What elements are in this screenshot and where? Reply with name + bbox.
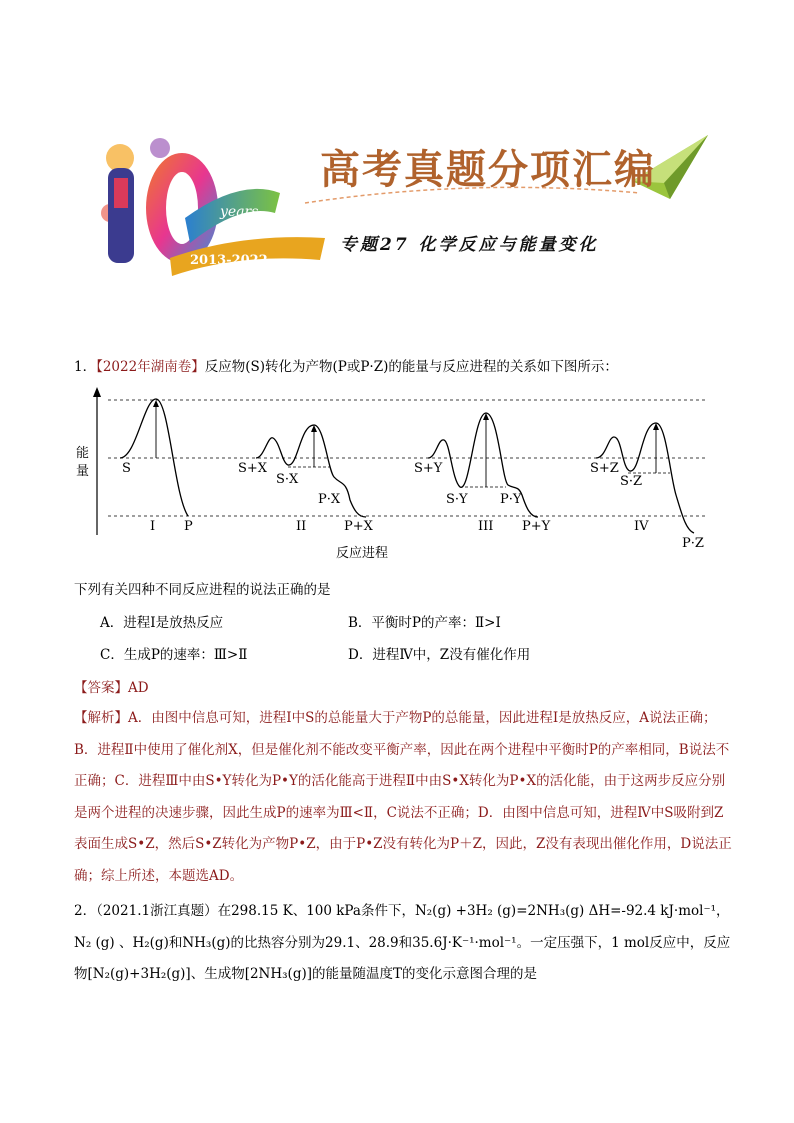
label-S-plus-X: S+X [238,461,268,476]
answer-value: AD [128,680,149,696]
curve-process-III [428,413,538,517]
question-number: 1． [74,359,97,375]
label-S-dot-X: S·X [276,472,299,487]
analysis-block [74,703,734,892]
label-S: S [122,461,131,476]
topic-title: 专题27 化学反应与能量变化 [340,235,599,255]
label-II: II [296,519,307,534]
question-1-stem [74,352,734,384]
logo-years-text: years [220,204,259,220]
energy-profile-diagram [66,385,726,570]
label-P-dot-Y: P·Y [500,492,522,507]
analysis-label: 【解析】 [74,710,128,726]
question-1-prompt: 下列有关四种不同反应进程的说法正确的是 [74,582,331,598]
question-source: 【2022年湖南卷】 [96,359,205,375]
answer-line [74,676,149,696]
curve-process-IV [596,423,694,533]
label-P-dot-X: P·X [318,492,341,507]
label-P1: P [184,519,193,534]
y-axis-arrow [93,387,101,397]
question-2 [74,896,734,991]
label-P-plus-X: P+X [344,519,373,534]
question-2-text: （2021.1浙江真题）在298.15 K、100 kPa条件下，N₂(g) +3H₂ (g)=2NH₃(g) ΔH=-92.4 kJ·mol⁻¹，N₂ (g) 、H₂(g)和NH₃(g)的比热容分别为29.1、28.9和35.6J·K⁻¹·mol⁻¹。一定压强下，1 mol反应中，反应物[N₂(g)+3H₂(g)]、生成物[2NH₃(g)]的能量随温度T的变化示意图合理的是 [74,903,731,982]
series-title: 高考真题分项汇编 [320,146,656,193]
label-I: I [150,519,156,534]
curve-process-II [256,425,366,517]
question-stem-text: 反应物(S)转化为产物(P或P·Z)的能量与反应进程的关系如下图所示： [204,359,618,375]
label-P-dot-Z: P·Z [682,536,704,551]
question-2-number: 2． [74,903,97,919]
arrowhead-I [153,400,159,407]
curve-process-I [120,399,188,516]
label-IV: IV [634,519,649,534]
y-label-bottom: 量 [76,464,90,479]
y-label-top: 能 [76,446,90,461]
label-S-dot-Y: S·Y [446,492,468,507]
option-D: D．进程Ⅳ中，Z没有催化作用 [348,647,531,663]
label-P-plus-Y: P+Y [522,519,551,534]
logo-range-text: 2013-2022 [190,253,268,268]
analysis-text: A．由图中信息可知，进程Ⅰ中S的总能量大于产物P的总能量，因此进程Ⅰ是放热反应，A说法正确；B．进程Ⅱ中使用了催化剂X，但是催化剂不能改变平衡产率，因此在两个进程中平衡时P的产率相同，B说法不正确；C．进程Ⅲ中由S•Y转化为P•Y的活化能高于进程Ⅱ中由S•X转化为P•X的活化能，由于这两步反应分别是两个进程的决速步骤，因此生成P的速率为Ⅲ<Ⅱ，C说法不正确；D．由图中信息可知，进程Ⅳ中S吸附到Z表面生成S•Z，然后S•Z转化为产物P•Z，由于P•Z没有转化为P＋Z，因此，Z没有表现出催化作用，D说法正确；综上所述，本题选AD。 [74,710,732,884]
header-banner [90,118,710,278]
answer-label: 【答案】 [74,680,128,696]
x-axis-label: 反应进程 [336,546,389,561]
label-S-plus-Z: S+Z [590,461,619,476]
option-A: A．进程Ⅰ是放热反应 [100,615,224,631]
option-B: B．平衡时P的产率：Ⅱ>Ⅰ [348,615,501,631]
label-S-plus-Y: S+Y [414,461,443,476]
label-III: III [478,519,494,534]
option-C: C．生成P的速率：Ⅲ>Ⅱ [100,647,248,663]
label-S-dot-Z: S·Z [620,474,643,489]
